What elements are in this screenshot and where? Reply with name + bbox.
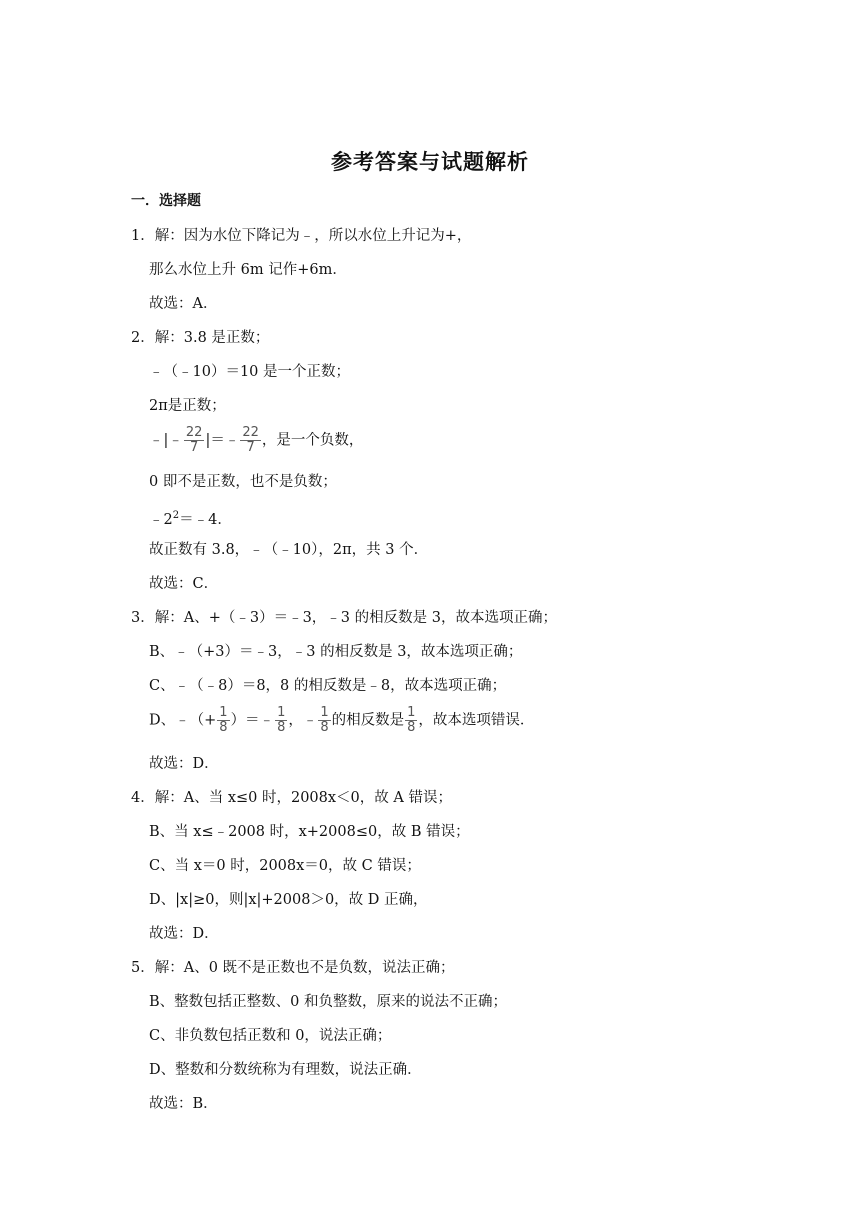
answer-1-line-1: 1．解：因为水位下降记为﹣，所以水位上升记为+， (131, 228, 472, 244)
section-heading: 一．选择题 (131, 193, 201, 209)
answer-4-line-1: 4．解：A、当 x≤0 时，2008x＜0，故 A 错误； (131, 790, 452, 806)
answer-5-line-3: C、非负数包括正数和 0，说法正确； (149, 1028, 392, 1044)
fraction: $\frac{22}{7}$ (242, 425, 259, 455)
answer-2-line-1: 2．解：3.8 是正数； (131, 330, 270, 346)
fraction: $\frac{1}{8}$ (320, 705, 329, 735)
answer-5-choice: 故选：B． (149, 1096, 218, 1112)
answer-2-choice: 故选：C． (149, 576, 219, 592)
answer-2-power-line: $﹣2^2=﹣4$． (149, 510, 232, 528)
answer-3-line-3: C、﹣（﹣8）＝8，8 的相反数是﹣8，故本选项正确； (149, 678, 507, 694)
answer-2-line-2: ﹣（﹣10）＝10 是一个正数； (149, 364, 351, 380)
answer-2-line-7: 故正数有 3.8，﹣（﹣10），2π，共 3 个． (149, 542, 429, 558)
answer-4-line-2: B、当 x≤﹣2008 时，x+2008≤0，故 B 错误； (149, 824, 470, 840)
answer-1-choice: 故选：A． (149, 296, 218, 312)
fraction: $\frac{1}{8}$ (407, 705, 416, 735)
answer-2-line-3: 2π是正数； (149, 398, 226, 414)
answer-3-fraction-line: D、﹣（+ $\frac{1}{8}$ ）＝﹣ $\frac{1}{8}$ ，﹣ $\frac{1}{8}$ 的相反数是 $\frac{1}{8}$ ，故本选项错误． (149, 705, 535, 735)
answer-1-line-2: 那么水位上升 6m 记作+6m． (149, 262, 347, 278)
answer-3-choice: 故选：D． (149, 756, 219, 772)
answer-5-line-1: 5．解：A、0 既不是正数也不是负数，说法正确； (131, 960, 455, 976)
page-title: 参考答案与试题解析 (331, 149, 529, 174)
answer-3-line-1: 3．解：A、+（﹣3）＝﹣3，﹣3 的相反数是 3，故本选项正确； (131, 610, 557, 626)
answer-4-line-3: C、当 x＝0 时，2008x＝0，故 C 错误； (149, 858, 421, 874)
answer-5-line-4: D、整数和分数统称为有理数，说法正确． (149, 1062, 422, 1078)
answer-4-choice: 故选：D． (149, 926, 219, 942)
answer-2-fraction-line: ﹣|﹣ $\frac{22}{7}$ |＝﹣ $\frac{22}{7}$ ，是一个负数， (149, 425, 364, 455)
fraction: $\frac{1}{8}$ (219, 705, 228, 735)
fraction: $\frac{1}{8}$ (277, 705, 286, 735)
answer-2-line-5: 0 即不是正数，也不是负数； (149, 474, 337, 490)
answer-3-line-2: B、﹣（+3）＝﹣3，﹣3 的相反数是 3，故本选项正确； (149, 644, 523, 660)
fraction: $\frac{22}{7}$ (185, 425, 203, 455)
answer-5-line-2: B、整数包括正整数、0 和负整数，原来的说法不正确； (149, 994, 507, 1010)
answer-4-line-4: D、|x|≥0，则|x|+2008＞0，故 D 正确， (149, 892, 428, 908)
